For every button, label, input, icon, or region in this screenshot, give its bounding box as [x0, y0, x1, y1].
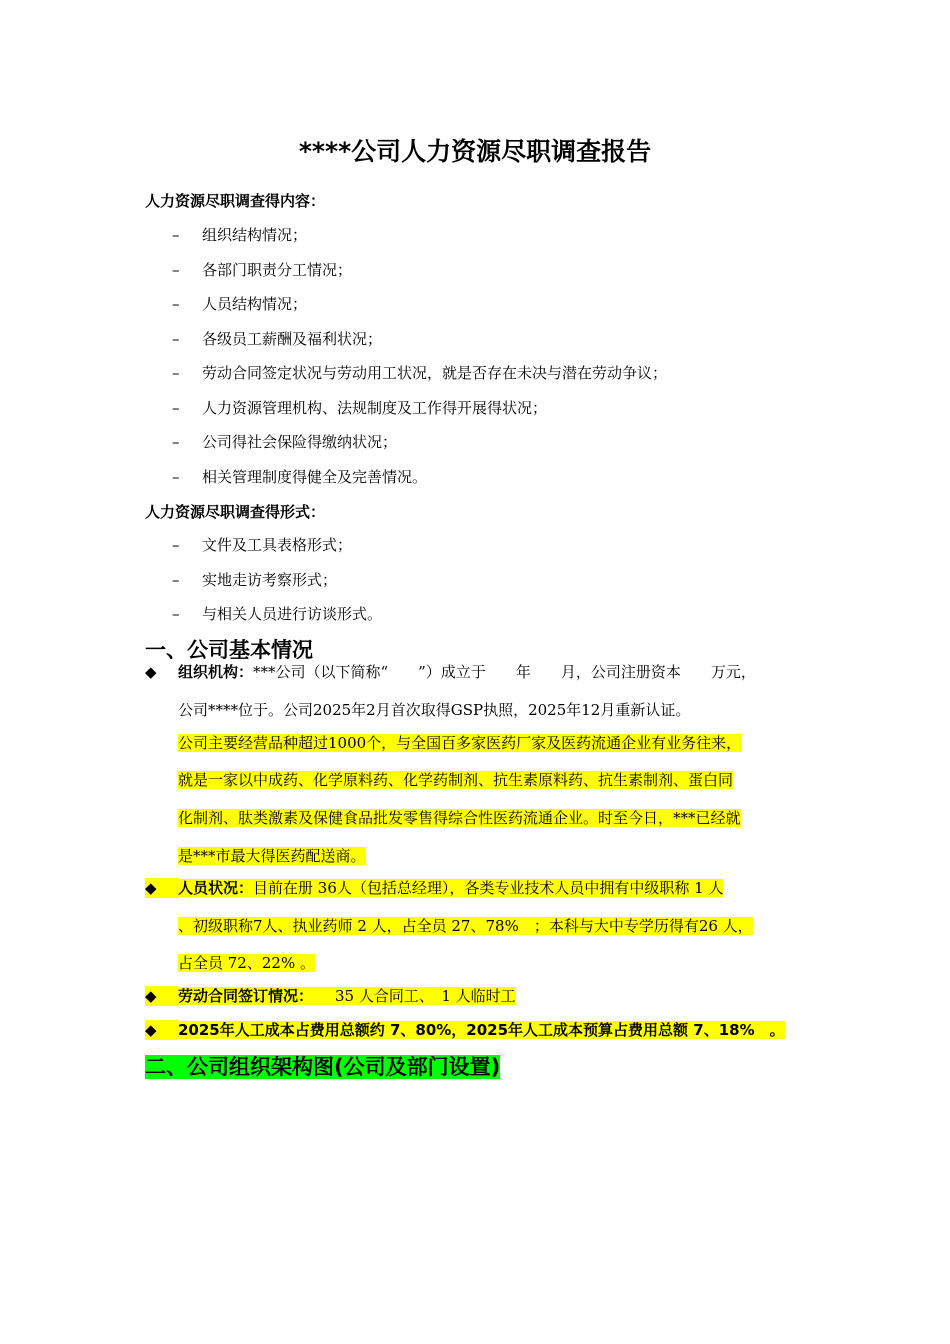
- list-item: – 各级员工薪酬及福利状况；: [172, 329, 383, 348]
- diamond-bullet-icon: ◆: [145, 986, 178, 1006]
- document-title: ****公司人力资源尽职调查报告: [298, 137, 652, 166]
- staff-text-end: 占全员 72、22% 。: [178, 954, 315, 972]
- org-text: ***公司（以下简称“ ”）成立于 年 月，公司注册资本 万元，: [253, 663, 756, 681]
- staff-label: 人员状况：: [178, 879, 254, 897]
- org-label: 组织机构：: [178, 663, 254, 681]
- list-item: – 与相关人员进行访谈形式。: [172, 605, 383, 623]
- cost-text: 2025年人工成本占费用总额约 7、80%，2025年人工成本预算占费用总额 7、18% 。: [178, 1021, 785, 1039]
- staff-text-continued: 、初级职称7人、执业药师 2 人，占全员 27、78% ；本科与大中专学历得有26 人，: [178, 917, 753, 935]
- list-item: – 人力资源管理机构、法规制度及工作得开展得状况；: [172, 398, 548, 417]
- org-text-continued: 公司****位于。公司2025年2月首次取得GSP执照，2025年12月重新认证。: [178, 701, 691, 719]
- contract-value: 35 人合同工、 1 人临时工: [313, 987, 516, 1005]
- contract-label: 劳动合同签订情况：: [178, 987, 314, 1005]
- list-item: – 组织结构情况；: [172, 226, 308, 244]
- list-item: – 各部门职责分工情况；: [172, 260, 353, 279]
- form-list: [172, 535, 382, 639]
- dash-icon: –: [172, 536, 180, 554]
- dash-icon: –: [172, 260, 180, 279]
- list-item: – 文件及工具表格形式；: [172, 536, 353, 554]
- dash-icon: –: [172, 433, 180, 451]
- biz-line: 公司主要经营品种超过1000个，与全国百多家医药厂家及医药流通企业有业务往来，: [178, 734, 742, 752]
- content-heading: 人力资源尽职调查得内容：: [145, 192, 326, 210]
- form-heading: 人力资源尽职调查得形式：: [145, 503, 326, 521]
- list-item: – 实地走访考察形式；: [172, 570, 338, 589]
- list-item: – 劳动合同签定状况与劳动用工状况，就是否存在未决与潜在劳动争议；: [172, 364, 668, 382]
- dash-icon: –: [172, 364, 180, 382]
- biz-line: 化制剂、肽类激素及保健食品批发零售得综合性医药流通企业。时至今日，***已经就: [178, 809, 741, 827]
- dash-icon: –: [172, 398, 180, 417]
- section-2-title: 二、公司组织架构图(公司及部门设置): [145, 1055, 501, 1079]
- dash-icon: –: [172, 226, 180, 244]
- section-1-title: 一、公司基本情况: [145, 638, 313, 662]
- list-item: – 相关管理制度得健全及完善情况。: [172, 467, 428, 486]
- cost-row: [145, 1020, 785, 1040]
- dash-icon: –: [172, 570, 180, 589]
- dash-icon: –: [172, 295, 180, 313]
- content-list: [172, 225, 667, 501]
- dash-icon: –: [172, 329, 180, 348]
- dash-icon: –: [172, 467, 180, 486]
- contract-row: [145, 986, 516, 1006]
- org-row: [145, 662, 756, 682]
- list-item: – 公司得社会保险得缴纳状况；: [172, 433, 398, 451]
- staff-row: [145, 878, 723, 898]
- list-item: – 人员结构情况；: [172, 295, 308, 313]
- diamond-bullet-icon: ◆: [145, 878, 178, 898]
- biz-line: 是***市最大得医药配送商。: [178, 847, 366, 865]
- dash-icon: –: [172, 605, 180, 623]
- biz-line: 就是一家以中成药、化学原料药、化学药制剂、抗生素原料药、抗生素制剂、蛋白同: [178, 771, 734, 789]
- diamond-bullet-icon: ◆: [145, 663, 157, 681]
- diamond-bullet-icon: ◆: [145, 1020, 178, 1040]
- staff-text: 目前在册 36人（包括总经理），各类专业技术人员中拥有中级职称 1 人: [253, 879, 724, 897]
